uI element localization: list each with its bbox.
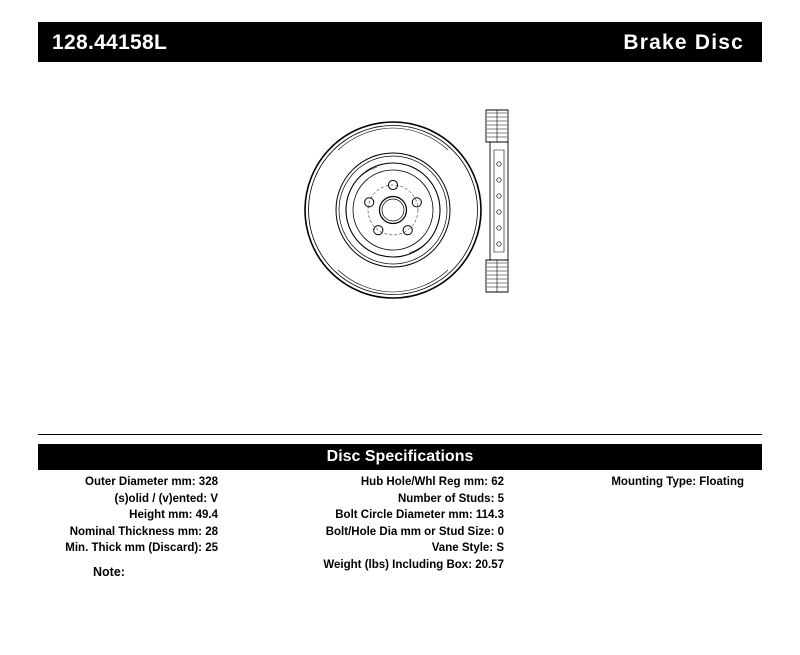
rotor-face-view	[293, 110, 493, 315]
rotor-edge-view	[468, 102, 538, 307]
spec-divider	[38, 434, 762, 435]
spec-item: Hub Hole/Whl Reg mm: 62	[360, 476, 504, 488]
spec-item: Bolt/Hole Dia mm or Stud Size: 0	[325, 525, 504, 538]
page-title: Brake Disc	[623, 30, 744, 54]
spec-item: Min. Thick mm (Discard): 25	[65, 542, 218, 554]
spec-column-hub	[222, 474, 508, 573]
technical-drawing	[38, 70, 762, 430]
header-bar	[38, 22, 762, 62]
spec-item: Weight (lbs) Including Box: 20.57	[323, 558, 504, 571]
spec-column-mounting	[508, 474, 762, 491]
spec-section-header	[38, 444, 762, 470]
spec-item: Number of Studs: 5	[397, 492, 504, 505]
spec-columns	[38, 474, 762, 573]
spec-item: Vane Style: S	[431, 542, 504, 554]
spec-item: (s)olid / (v)ented: V	[114, 492, 218, 505]
note-label: Note:	[93, 565, 125, 579]
spec-section-title: Disc Specifications	[326, 448, 474, 465]
spec-item: Outer Diameter mm: 328	[85, 476, 218, 488]
spec-item: Bolt Circle Diameter mm: 114.3	[335, 509, 504, 521]
spec-column-dimensions	[38, 474, 222, 557]
spec-item: Mounting Type: Floating	[611, 476, 744, 488]
spec-item: Nominal Thickness mm: 28	[69, 525, 218, 538]
part-number: 128.44158L	[52, 30, 168, 54]
spec-item: Height mm: 49.4	[129, 509, 218, 521]
